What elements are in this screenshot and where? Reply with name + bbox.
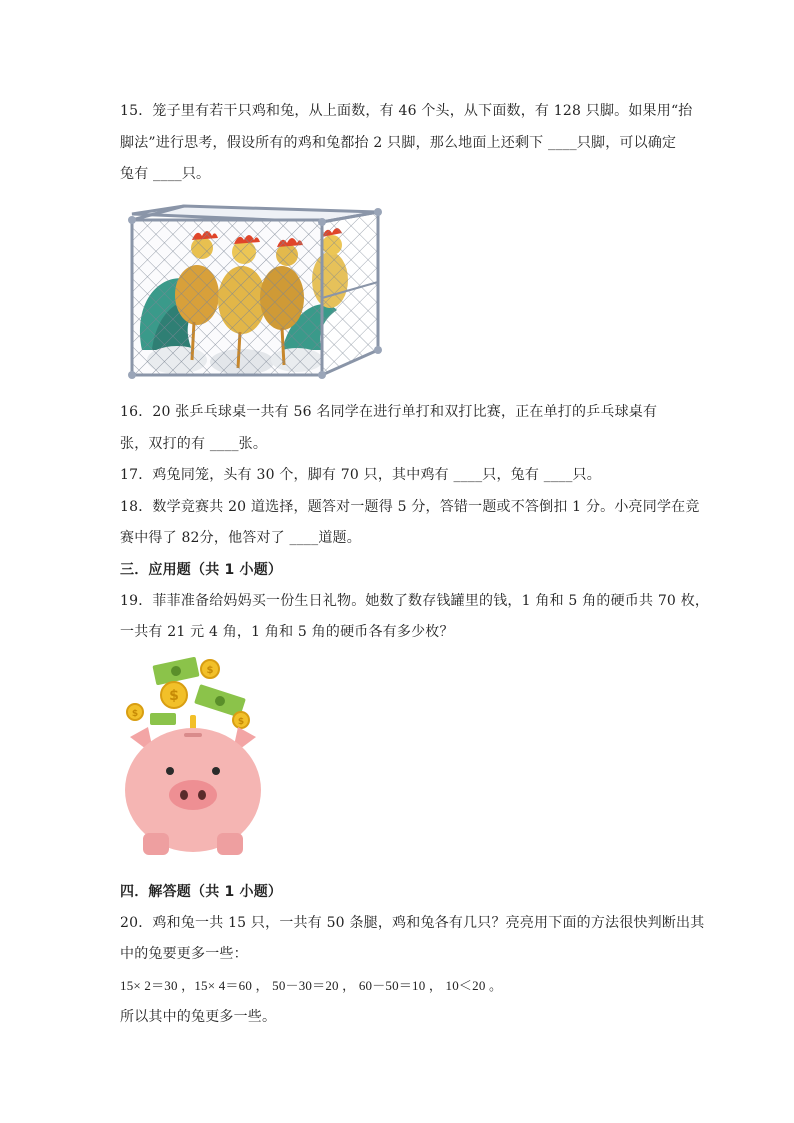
q17-line1: 17．鸡兔同笼，头有 30 个，脚有 70 只，其中鸡有 ____只，兔有 ____只。 bbox=[120, 467, 601, 483]
q15-line3: 兔有 ____只。 bbox=[120, 166, 211, 182]
q15-line2: 脚法”进行思考，假设所有的鸡和兔都抬 2 只脚，那么地面上还剩下 ____只脚，可以确定 bbox=[120, 135, 677, 151]
q19-line1: 19．菲菲准备给妈妈买一份生日礼物。她数了数存钱罐里的钱，1 角和 5 角的硬币共 70 枚， bbox=[120, 593, 710, 609]
coin-symbol: $ bbox=[131, 709, 139, 719]
coin-icon bbox=[201, 660, 219, 678]
q19-line2: 一共有 21 元 4 角，1 角和 5 角的硬币各有多少枚？ bbox=[120, 624, 454, 640]
section-heading-application: 三．应用题（共 1 小题） bbox=[120, 562, 283, 578]
coin-symbol: $ bbox=[169, 688, 179, 704]
q15-line1: 15．笼子里有若干只鸡和兔，从上面数，有 46 个头，从下面数，有 128 只脚。如果用“抬 bbox=[120, 103, 693, 119]
q20-calculation: 15× 2＝30 ，15× 4＝60 ， 50－30＝20 ， 60－50＝10 ， 10＜20 。 bbox=[120, 978, 503, 993]
section-heading-solution: 四．解答题（共 1 小题） bbox=[120, 884, 283, 900]
q16-line1: 16．20 张乒乓球桌一共有 56 名同学在进行单打和双打比赛，正在单打的乒乓球桌有 bbox=[120, 404, 658, 420]
coin-symbol: $ bbox=[206, 665, 214, 676]
q20-line2: 中的兔要更多一些： bbox=[120, 946, 248, 962]
q20-conclusion: 所以其中的兔更多一些。 bbox=[120, 1009, 277, 1025]
q18-line1: 18．数学竞赛共 20 道选择，题答对一题得 5 分，答错一题或不答倒扣 1 分。小亮同学在竞 bbox=[120, 499, 700, 515]
coin-icon bbox=[161, 682, 187, 708]
rooster-cage-illustration bbox=[122, 200, 382, 385]
q16-line2: 张，双打的有 ____张。 bbox=[120, 436, 268, 452]
piggy-bank-illustration bbox=[118, 655, 268, 865]
money-bill-icon bbox=[152, 657, 199, 686]
q18-line2: 赛中得了 82分，他答对了 ____道题。 bbox=[120, 530, 361, 546]
coin-icon bbox=[233, 712, 249, 728]
coin-icon bbox=[127, 704, 143, 720]
q20-line1: 20．鸡和兔一共 15 只，一共有 50 条腿，鸡和兔各有几只？亮亮用下面的方法很快判断出其 bbox=[120, 915, 705, 931]
money-bill-icon bbox=[150, 713, 176, 725]
coin-symbol: $ bbox=[237, 717, 245, 727]
